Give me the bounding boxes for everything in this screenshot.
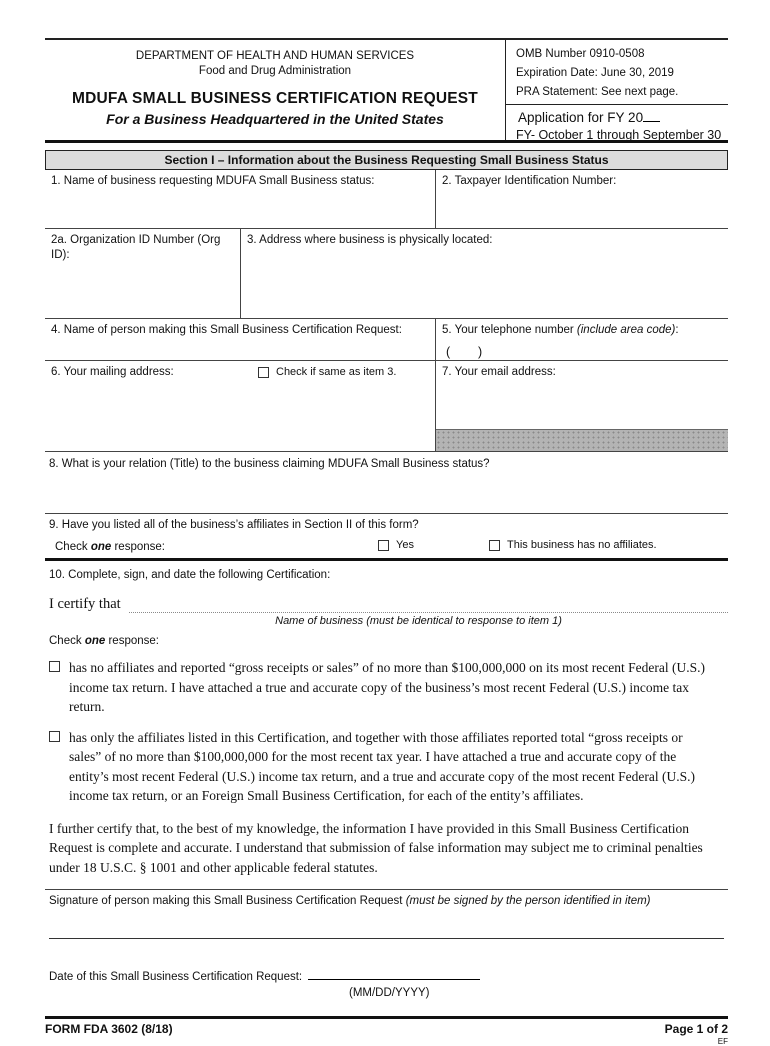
department-line: DEPARTMENT OF HEALTH AND HUMAN SERVICES bbox=[135, 50, 415, 62]
check-word: Check bbox=[55, 541, 88, 553]
signature-block bbox=[45, 889, 728, 939]
date-input-line[interactable] bbox=[308, 968, 480, 980]
item6-label: 6. Your mailing address: bbox=[51, 366, 174, 378]
form-title: MDUFA SMALL BUSINESS CERTIFICATION REQUEST bbox=[72, 90, 478, 107]
item5-phone-parens[interactable]: ( ) bbox=[446, 345, 483, 359]
row-items-2a-3 bbox=[45, 229, 728, 319]
item1-label: 1. Name of business requesting MDUFA Small Business status: bbox=[51, 175, 375, 187]
same-as-item3-checkbox[interactable] bbox=[258, 367, 269, 378]
form-header bbox=[45, 38, 728, 143]
row-items-6-7 bbox=[45, 361, 728, 452]
option2-text: has only the affiliates listed in this Certification, and together with those affiliates reported total “gross receipts or sales” of no more than $100,000,000 for the most recent tax year. I have attached a true and accurate copy of the entity’s most recent Federal (U.S.) income tax return, and a true and accurate copy of the most recent Federal (U.S.) income tax return, or an Foreign Small Business Certification, for each of the entity’s affiliates. bbox=[69, 729, 696, 803]
certification-section bbox=[45, 561, 728, 877]
row-items-4-5 bbox=[45, 319, 728, 361]
one-word: one bbox=[84, 635, 106, 647]
signature-input-line[interactable] bbox=[49, 938, 724, 939]
application-fy-label bbox=[518, 109, 726, 127]
item3-address-field[interactable] bbox=[240, 229, 728, 318]
item2a-label: 2a. Organization ID Number (Org ID): bbox=[51, 234, 221, 261]
pra-statement: PRA Statement: See next page. bbox=[516, 86, 679, 98]
shaded-area bbox=[436, 429, 728, 451]
item8-relation-field[interactable] bbox=[45, 452, 728, 514]
certification-option-1 bbox=[49, 658, 728, 717]
item7-email-field[interactable] bbox=[435, 361, 728, 451]
no-affiliates-label: This business has no affiliates. bbox=[507, 539, 657, 551]
fy-year-input[interactable] bbox=[643, 110, 660, 122]
date-label: Date of this Small Business Certification Request: bbox=[49, 971, 303, 983]
item9-yes-option bbox=[378, 539, 414, 551]
item6-mailing-address-field[interactable] bbox=[45, 361, 435, 451]
application-fy-text: Application for FY 20 bbox=[518, 110, 644, 125]
item1-business-name-field[interactable] bbox=[45, 170, 435, 228]
form-footer bbox=[45, 1016, 728, 1036]
header-omb-block bbox=[505, 40, 728, 140]
response-word: response: bbox=[114, 541, 165, 553]
item10-label: 10. Complete, sign, and date the following Certification: bbox=[49, 569, 331, 581]
form-subtitle: For a Business Headquartered in the United States bbox=[106, 111, 444, 127]
item7-label: 7. Your email address: bbox=[442, 366, 556, 378]
yes-checkbox[interactable] bbox=[378, 540, 389, 551]
page-number: Page 1 of 2 bbox=[664, 1022, 728, 1036]
item5-label-text: 5. Your telephone number bbox=[442, 324, 574, 336]
business-name-input-line[interactable] bbox=[129, 596, 728, 613]
date-format-hint: (MM/DD/YYYY) bbox=[349, 987, 430, 999]
yes-label: Yes bbox=[396, 539, 414, 551]
item9-label: 9. Have you listed all of the business’s affiliates in Section II of this form? bbox=[49, 519, 419, 531]
date-block bbox=[45, 968, 728, 999]
item4-label: 4. Name of person making this Small Business Certification Request: bbox=[51, 324, 402, 336]
item9-no-affiliates-option bbox=[489, 539, 657, 551]
omb-info bbox=[506, 40, 728, 105]
cert-check-one-response bbox=[49, 635, 728, 647]
same-as-item3-label: Check if same as item 3. bbox=[276, 366, 397, 378]
signature-label-row bbox=[49, 895, 724, 907]
response-word: response: bbox=[108, 635, 159, 647]
row-items-1-2 bbox=[45, 170, 728, 229]
check-word: Check bbox=[49, 635, 82, 647]
header-agency-block bbox=[45, 40, 505, 140]
section1-title: Section I – Information about the Business Requesting Small Business Status bbox=[45, 150, 728, 170]
item5-label bbox=[442, 323, 722, 338]
ef-marker: EF bbox=[717, 1037, 728, 1046]
business-name-hint: Name of business (must be identical to response to item 1) bbox=[275, 615, 562, 627]
agency-line: Food and Drug Administration bbox=[198, 65, 352, 77]
item8-label: 8. What is your relation (Title) to the business claiming MDUFA Small Business status? bbox=[49, 458, 490, 470]
no-affiliates-certify-checkbox[interactable] bbox=[49, 661, 60, 672]
with-affiliates-certify-checkbox[interactable] bbox=[49, 731, 60, 742]
fy-range-label: FY- October 1 through September 30 bbox=[516, 128, 722, 142]
item9-affiliates-question bbox=[45, 514, 728, 561]
item2a-org-id-field[interactable] bbox=[45, 229, 240, 318]
item5-label-colon: : bbox=[675, 324, 679, 336]
form-number: FORM FDA 3602 (8/18) bbox=[45, 1022, 173, 1036]
expiration-date: Expiration Date: June 30, 2019 bbox=[516, 67, 674, 79]
item4-person-name-field[interactable] bbox=[45, 319, 435, 360]
fy-block bbox=[506, 105, 728, 146]
further-certify-text: I further certify that, to the best of my knowledge, the information I have provided in this Small Business Certification Request is complete and accurate. I understand that submission of false information may subject me to criminal penalties under 18 U.S.C. § 1001 and other applicable federal statutes. bbox=[49, 820, 703, 875]
item5-label-italic: (include area code) bbox=[576, 324, 676, 336]
option1-text: has no affiliates and reported “gross receipts or sales” of no more than $100,000,000 on its most recent Federal (U.S.) income tax return. I have attached a true and accurate copy of the business’s most recent Federal (U.S.) income tax return. bbox=[69, 660, 705, 714]
item5-telephone-field[interactable] bbox=[435, 319, 728, 360]
item2-taxpayer-id-field[interactable] bbox=[435, 170, 728, 228]
item2-label: 2. Taxpayer Identification Number: bbox=[442, 175, 617, 187]
omb-number: OMB Number 0910-0508 bbox=[516, 48, 645, 60]
certify-intro: I certify that bbox=[49, 596, 121, 612]
item3-label: 3. Address where business is physically located: bbox=[247, 234, 493, 246]
signature-label: Signature of person making this Small Business Certification Request bbox=[49, 895, 403, 907]
item9-check-one-response bbox=[55, 541, 165, 553]
certification-option-2 bbox=[49, 728, 728, 806]
no-affiliates-checkbox[interactable] bbox=[489, 540, 500, 551]
signature-label-italic: (must be signed by the person identified in item) bbox=[405, 895, 651, 907]
certify-intro-row bbox=[49, 596, 728, 613]
one-word: one bbox=[90, 541, 112, 553]
